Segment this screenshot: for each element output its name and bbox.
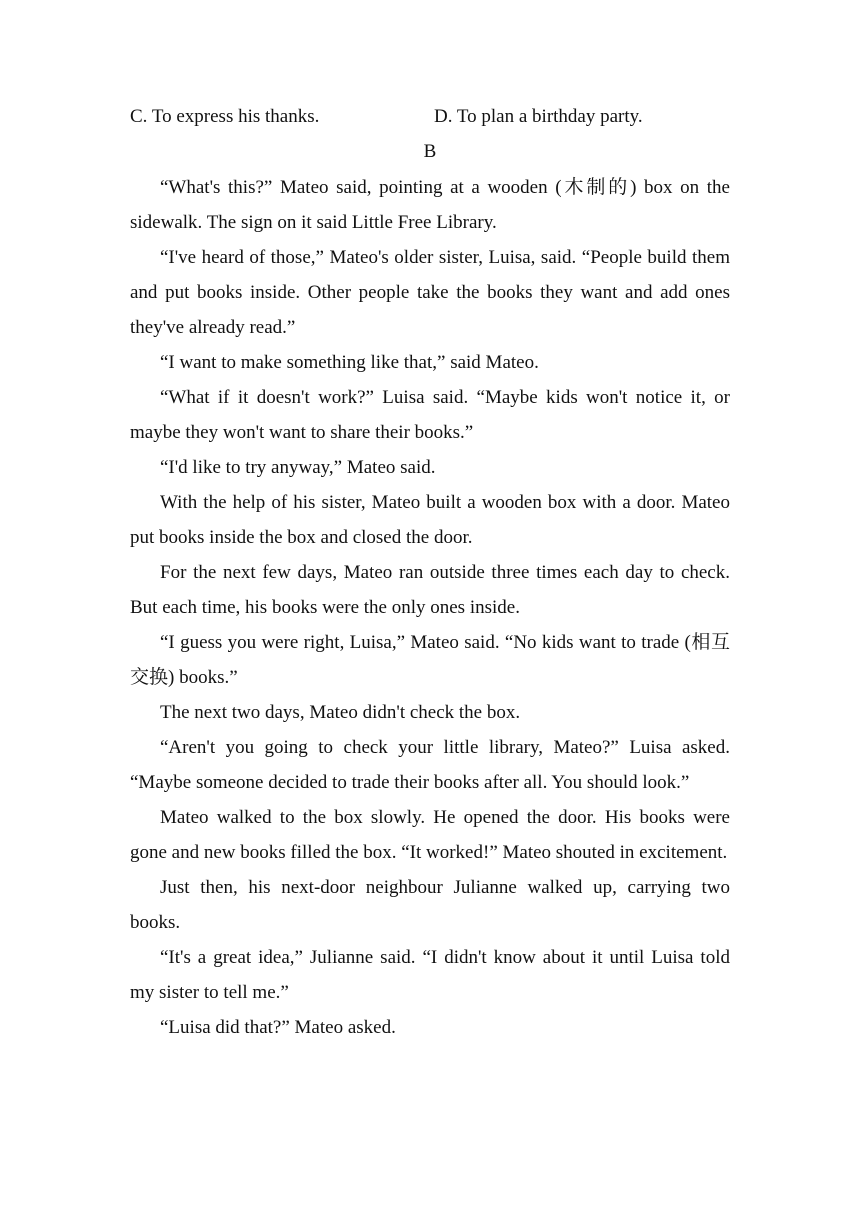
paragraph: “It's a great idea,” Julianne said. “I didn't know about it until Luisa told my sister to tell me.” xyxy=(130,947,730,1003)
paragraph: “Luisa did that?” Mateo asked. xyxy=(160,1017,396,1038)
option-d: D. To plan a birthday party. xyxy=(434,106,643,127)
paragraph: “I guess you were right, Luisa,” Mateo said. “No kids want to trade (相互交换) books.” xyxy=(130,632,730,688)
paragraph: “What if it doesn't work?” Luisa said. “Maybe kids won't notice it, or maybe they won't want to share their books.” xyxy=(130,387,730,443)
paragraph: “I've heard of those,” Mateo's older sister, Luisa, said. “People build them and put books inside. Other people take the books they want and add ones they've already read.” xyxy=(130,247,730,338)
paragraph: For the next few days, Mateo ran outside three times each day to check. But each time, his books were the only ones inside. xyxy=(130,562,730,618)
paragraph: The next two days, Mateo didn't check the box. xyxy=(160,702,521,723)
paragraph: Mateo walked to the box slowly. He opened the door. His books were gone and new books filled the box. “It worked!” Mateo shouted in excitement. xyxy=(130,807,730,863)
paragraph: Just then, his next-door neighbour Julianne walked up, carrying two books. xyxy=(130,877,730,933)
paragraph: “I'd like to try anyway,” Mateo said. xyxy=(160,457,436,478)
section-label: B xyxy=(423,141,437,162)
paragraph: “Aren't you going to check your little library, Mateo?” Luisa asked. “Maybe someone decided to trade their books after all. You should look.” xyxy=(130,737,730,793)
paragraph: With the help of his sister, Mateo built a wooden box with a door. Mateo put books inside the box and closed the door. xyxy=(130,492,730,548)
option-c: C. To express his thanks. xyxy=(130,106,320,127)
paragraph: “I want to make something like that,” said Mateo. xyxy=(160,352,539,373)
answer-options-row xyxy=(130,104,730,130)
paragraph: “What's this?” Mateo said, pointing at a wooden (木制的) box on the sidewalk. The sign on it said Little Free Library. xyxy=(130,177,730,233)
reading-passage xyxy=(130,170,730,1045)
